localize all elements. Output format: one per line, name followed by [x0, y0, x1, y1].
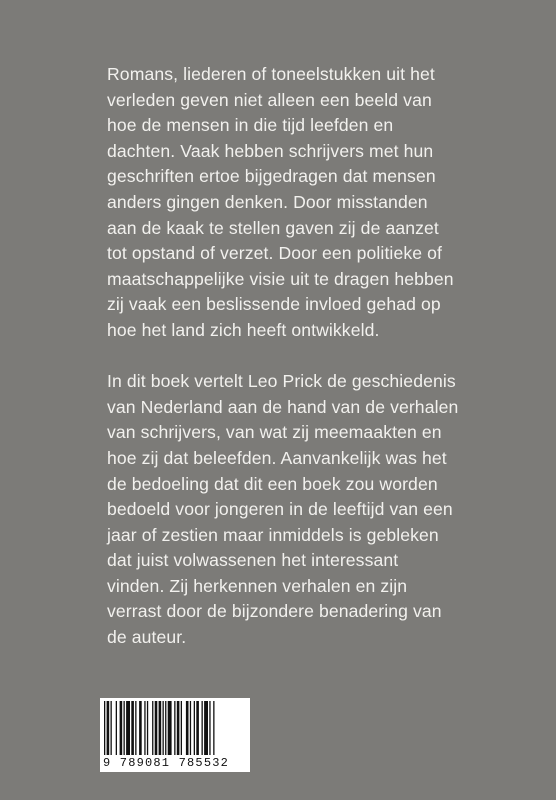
blurb-line: hoe zij dat beleefden. Aanvankelijk was het: [107, 447, 447, 468]
barcode-bar: [196, 701, 199, 755]
blurb-line: hoe het land zich heeft ontwikkeld.: [107, 319, 380, 340]
back-cover-blurb: [107, 62, 527, 651]
blurb-line: hoe de mensen in die tijd leefden en: [107, 115, 394, 136]
blurb-line: vinden. Zij herkennen verhalen en zijn: [107, 575, 408, 596]
blurb-line: In dit boek vertelt Leo Prick de geschiedenis: [107, 371, 456, 392]
barcode-bar: [124, 701, 125, 755]
barcode-bar: [139, 701, 142, 755]
blurb-line: van Nederland aan de hand van de verhalen: [107, 396, 459, 417]
barcode-bar: [159, 701, 162, 755]
blurb-paragraph-1: [107, 62, 527, 344]
barcode-bar: [152, 701, 153, 755]
blurb-line: zij vaak een beslissende invloed gehad op: [107, 294, 441, 315]
barcode-bar: [165, 701, 166, 755]
blurb-line: dachten. Vaak hebben schrijvers met hun: [107, 140, 434, 161]
barcode-bar: [202, 701, 203, 755]
barcode-bar: [209, 701, 210, 755]
barcode-bar: [168, 701, 172, 755]
barcode-bar: [107, 701, 110, 755]
blurb-line: verrast door de bijzondere benadering van: [107, 601, 442, 622]
barcode-bar: [131, 701, 134, 755]
isbn-barcode: [100, 698, 250, 772]
blurb-line: Romans, liederen of toneelstukken uit het: [107, 64, 435, 84]
blurb-line: maatschappelijke visie uit te dragen hebben: [107, 268, 454, 289]
blurb-line: de bedoeling dat dit een boek zou worden: [107, 473, 438, 494]
barcode-bar: [135, 701, 136, 755]
barcode-digits: 9 789081 785532: [103, 756, 230, 770]
barcode-bar: [155, 701, 158, 755]
barcode-bar: [120, 701, 123, 755]
barcode-bar: [213, 701, 214, 755]
barcode-bar: [116, 701, 117, 755]
barcode-bar: [126, 701, 130, 755]
blurb-line: jaar of zestien maar inmiddels is gebleken: [107, 524, 439, 545]
blurb-line: van schrijvers, van wat zij meemaakten en: [107, 422, 442, 443]
barcode-bar: [144, 701, 145, 755]
blurb-line: anders gingen denken. Door misstanden: [107, 191, 428, 212]
barcode-bar: [181, 701, 182, 755]
barcode-bar: [147, 701, 148, 755]
blurb-line: aan de kaak te stellen gaven zij de aanzet: [107, 217, 439, 238]
blurb-line: bedoeld voor jongeren in de leeftijd van een: [107, 499, 453, 520]
barcode-bar: [177, 701, 180, 755]
blurb-line: tot opstand of verzet. Door een politieke of: [107, 243, 442, 264]
blurb-line: dat juist volwassenen het interessant: [107, 550, 399, 571]
barcode-bar: [190, 701, 191, 755]
barcode-bar: [174, 701, 175, 755]
barcode-bar: [194, 701, 195, 755]
blurb-paragraph-2: [107, 369, 527, 651]
barcode-bar: [204, 701, 208, 755]
barcode-bar: [186, 701, 189, 755]
blurb-line: verleden geven niet alleen een beeld van: [107, 89, 432, 110]
barcode-bar: [104, 701, 105, 755]
barcode-bar: [163, 701, 164, 755]
barcode-bar: [111, 701, 112, 755]
blurb-line: geschriften ertoe bijgedragen dat mensen: [107, 166, 436, 187]
blurb-line: de auteur.: [107, 627, 187, 648]
